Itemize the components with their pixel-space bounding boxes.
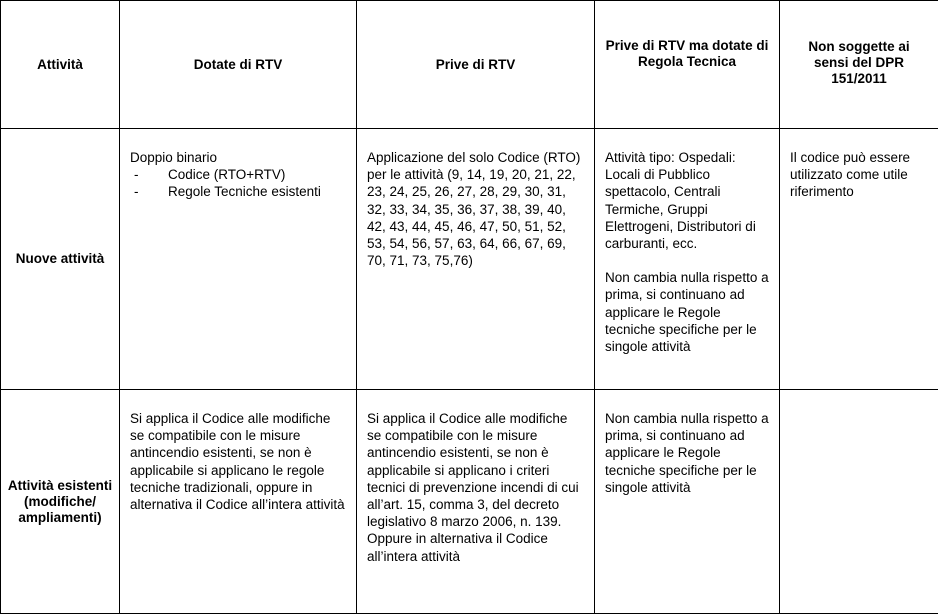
header-prive-rtv: Prive di RTV [357,1,595,129]
cell-nuove-prive-rtv: Applicazione del solo Codice (RTO) per le attività (9, 14, 19, 20, 21, 22, 23, 24, 25, 26, 27, 28, 29, 30, 31, 32, 33, 34, 35, 36, 37, 38, 39, 40, 42, 43, 44, 45, 46, 47, 50, 51, 52, 53, 54, 56, 57, 63, 64, 66, 67, 69, 70, 71, 73, 75,76) [357,129,595,390]
row-label-nuove-attivita: Nuove attività [1,129,120,390]
row-label-attivita-esistenti: Attività esistenti (modifiche/ ampliamenti) [1,390,120,614]
cell-intro: Doppio binario [130,150,218,165]
cell-nuove-non-soggette: Il codice può essere utilizzato come utile riferimento [780,129,938,390]
cell-esistenti-prive-rtv: Si applica il Codice alle modifiche se compatibile con le misure antincendio esistenti, se non è applicabile si applicano i criteri tecnici di prevenzione incendi di cui all’art. 15, comma 3, del decreto legislativo 8 marzo 2006, n. 139. Oppure in alternativa il Codice all’intera attività [357,390,595,614]
cell-esistenti-prive-rtv-regola: Non cambia nulla rispetto a prima, si continuano ad applicare le Regole tecniche specifiche per le singole attività [595,390,780,614]
cell-nuove-prive-rtv-regola [595,129,780,390]
list-item [130,166,346,183]
dash-marker: - [134,167,139,183]
header-attivita: Attività [1,1,120,129]
cell-nuove-dotate-rtv [120,129,357,390]
list-item-text: Regole Tecniche esistenti [168,184,321,200]
header-dotate-rtv: Dotate di RTV [120,1,357,129]
cell-esistenti-non-soggette [780,390,938,614]
header-non-soggette: Non soggette ai sensi del DPR 151/2011 [780,1,938,129]
dash-marker: - [134,184,139,200]
table-row-attivita-esistenti [1,390,938,614]
header-prive-rtv-regola: Prive di RTV ma dotate di Regola Tecnica [595,1,780,129]
table-row-nuove-attivita [1,129,938,390]
header-row [1,1,938,129]
cell-esistenti-dotate-rtv: Si applica il Codice alle modifiche se compatibile con le misure antincendio esistenti, se non è applicabile si applicano le regole tecniche tradizionali, oppure in alternativa il Codice all’intera attività [120,390,357,614]
list-item-text: Codice (RTO+RTV) [168,167,286,183]
cell-paragraph: Non cambia nulla rispetto a prima, si continuano ad applicare le Regole tecniche specifiche per le singole attività [605,270,769,355]
cell-paragraph: Attività tipo: Ospedali: Locali di Pubblico spettacolo, Centrali Termiche, Gruppi Elettrogeni, Distributori di carburanti, ecc. [605,150,756,252]
list-item [130,183,346,200]
bullet-list [130,166,346,200]
